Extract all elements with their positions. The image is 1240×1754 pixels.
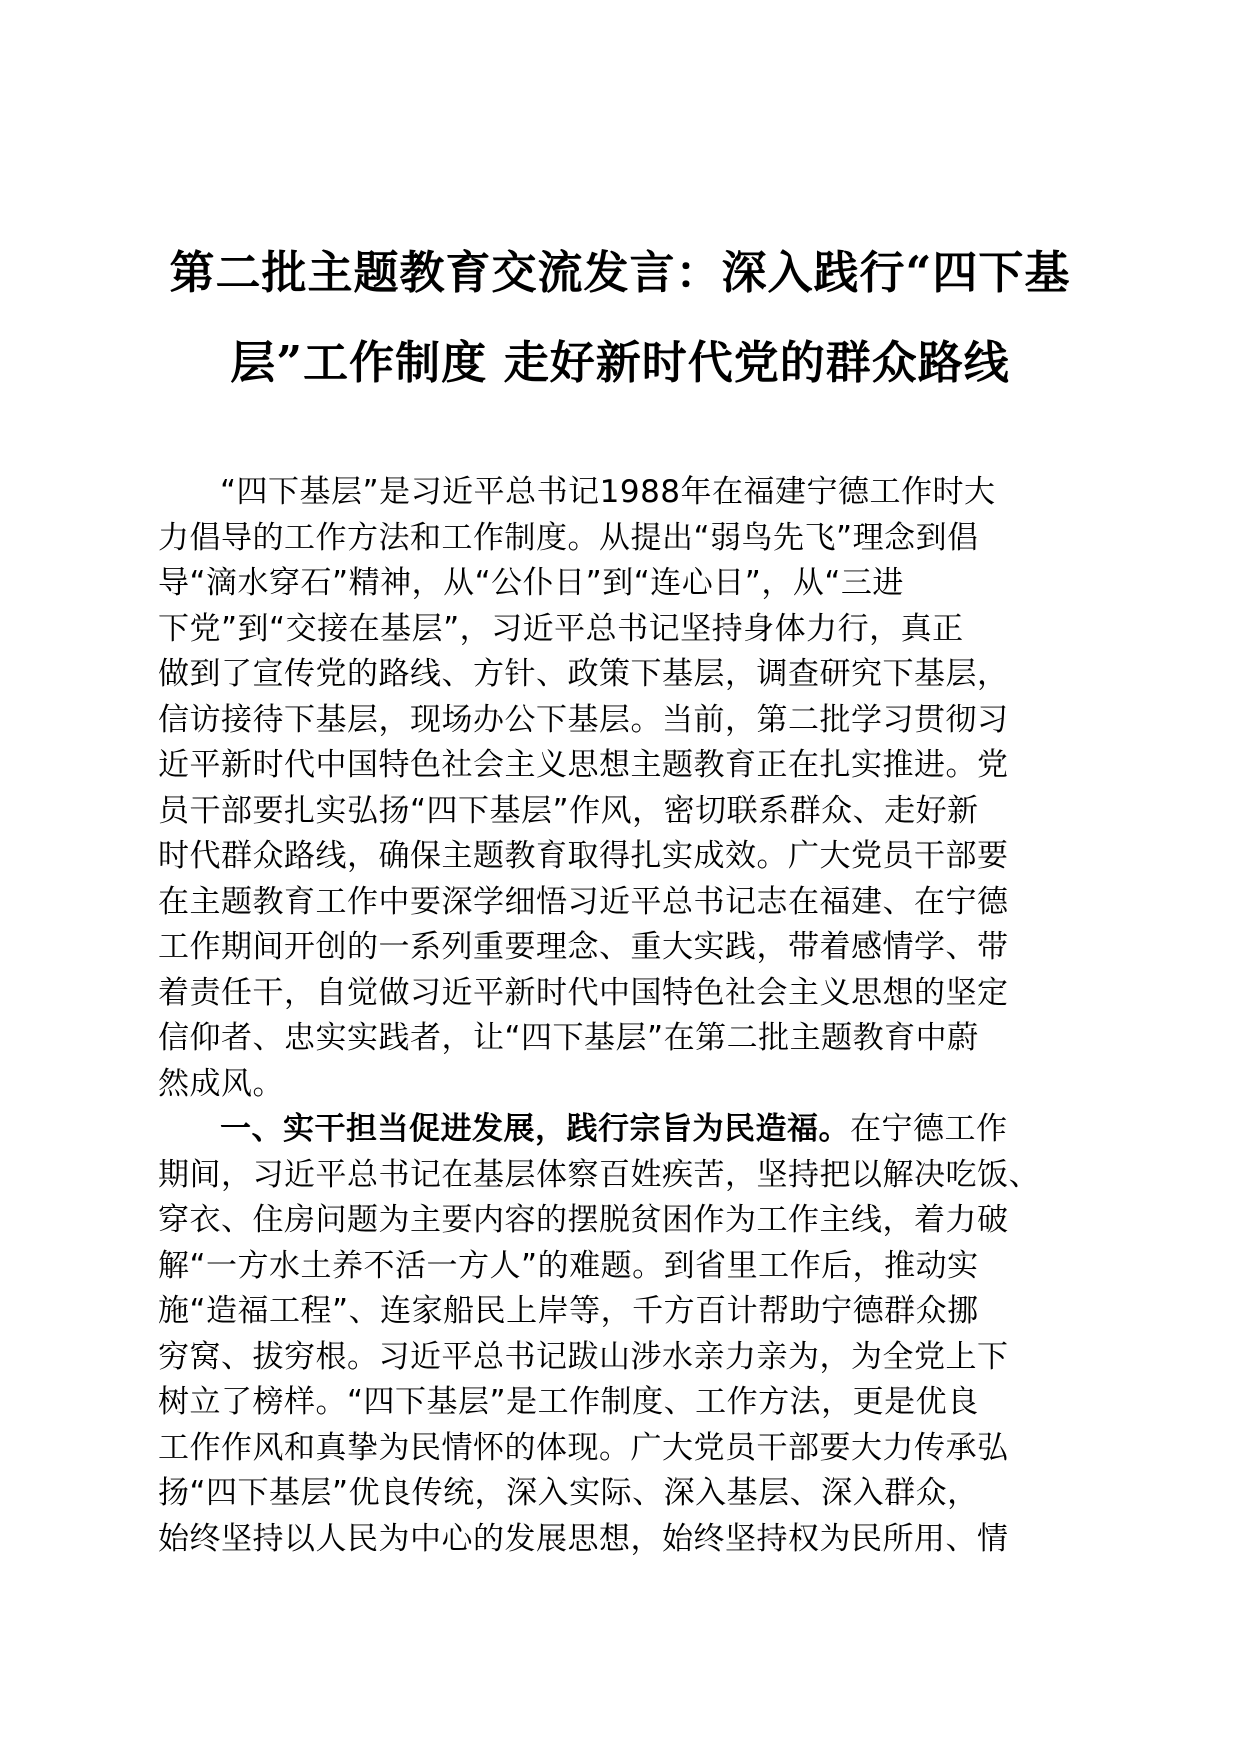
- text-line: 解“一方水土养不活一方人”的难题。到省里工作后，推动实: [158, 1247, 979, 1284]
- text-line: 着责任干，自觉做习近平新时代中国特色社会主义思想的坚定: [158, 974, 1009, 1011]
- text-line: 做到了宣传党的路线、方针、政策下基层，调查研究下基层，: [158, 656, 1009, 692]
- text-line: 近平新时代中国特色社会主义思想主题教育正在扎实推进。党: [158, 747, 1009, 783]
- text-line: 导“滴水穿石”精神，从“公仆日”到“连心日”，从“三进: [158, 565, 904, 601]
- title-line-2: 层”工作制度 走好新时代党的群众路线: [230, 336, 1010, 389]
- text-line: 穷窝、拔穷根。习近平总书记跋山涉水亲力亲为，为全党上下: [158, 1338, 1009, 1375]
- text-line: 工作期间开创的一系列重要理念、重大实践，带着感情学、带: [158, 929, 1009, 965]
- text-line: 期间，习近平总书记在基层体察百姓疾苦，坚持把以解决吃饭、: [158, 1156, 1040, 1193]
- section-1-heading: 一、实干担当促进发展，践行宗旨为民造福。: [220, 1111, 850, 1147]
- text-line: 时代群众路线，确保主题教育取得扎实成效。广大党员干部要: [158, 838, 1009, 874]
- text-line: 穿衣、住房问题为主要内容的摆脱贫困作为工作主线，着力破: [158, 1202, 1009, 1238]
- text-line: 施“造福工程”、连家船民上岸等，千方百计帮助宁德群众挪: [158, 1293, 979, 1329]
- text-line: 信访接待下基层，现场办公下基层。当前，第二批学习贯彻习: [158, 701, 1009, 738]
- section-1-first-line: [158, 1107, 1078, 1153]
- text-line: 力倡导的工作方法和工作制度。从提出“弱鸟先飞”理念到倡: [158, 519, 979, 556]
- text-line: 树立了榜样。“四下基层”是工作制度、工作方法，更是优良: [158, 1384, 979, 1420]
- text-line: 下党”到“交接在基层”，习近平总书记坚持身体力行，真正: [158, 610, 964, 647]
- section-1-first-line-rest: 在宁德工作: [850, 1111, 1008, 1147]
- document-body: [158, 470, 1078, 1562]
- title-line-1: 第二批主题教育交流发言：深入践行“四下基: [169, 246, 1071, 299]
- text-line: 然成风。: [158, 1065, 284, 1102]
- text-line: “四下基层”是习近平总书记1988年在福建宁德工作时大: [220, 474, 996, 510]
- text-line: 扬“四下基层”优良传统，深入实际、深入基层、深入群众，: [158, 1475, 979, 1511]
- paragraph-1: [158, 470, 1078, 1107]
- section-1: [158, 1107, 1078, 1562]
- text-line: 员干部要扎实弘扬“四下基层”作风，密切联系群众、走好新: [158, 792, 979, 829]
- text-line: 在主题教育工作中要深学细悟习近平总书记志在福建、在宁德: [158, 883, 1009, 920]
- text-line: 工作作风和真挚为民情怀的体现。广大党员干部要大力传承弘: [158, 1429, 1009, 1466]
- text-line: 始终坚持以人民为中心的发展思想，始终坚持权为民所用、情: [158, 1520, 1009, 1557]
- text-line: 信仰者、忠实实践者，让“四下基层”在第二批主题教育中蔚: [158, 1020, 979, 1056]
- document-title: [150, 228, 1090, 408]
